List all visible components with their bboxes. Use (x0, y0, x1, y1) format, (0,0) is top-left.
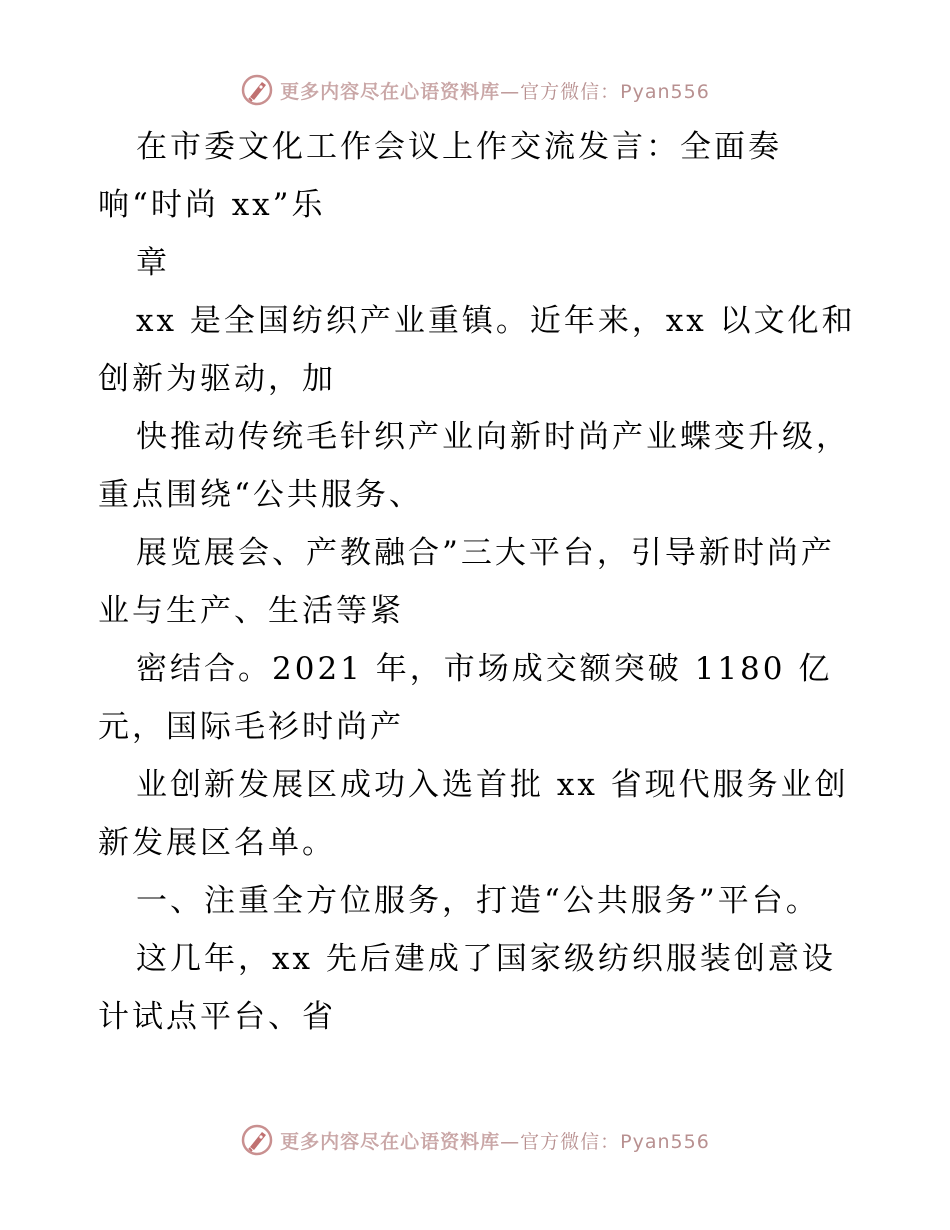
text-line: 这几年，xx 先后建成了国家级纺织服装创意设 (136, 941, 836, 977)
text-line: 创新为驱动，加 (98, 361, 336, 397)
text-line: 响“时尚 xx”乐 (98, 187, 326, 223)
text-line: 计试点平台、省 (98, 999, 336, 1035)
text-line: 快推动传统毛针织产业向新时尚产业蝶变升级， (136, 419, 850, 455)
text-line: 展览展会、产教融合”三大平台，引导新时尚产 (136, 535, 835, 571)
pen-nib-circle-icon (240, 1123, 274, 1157)
document-body (98, 118, 858, 1046)
text-line: 元，国际毛衫时尚产 (98, 709, 404, 745)
text-line: 业与生产、生活等紧 (98, 593, 404, 629)
text-line: 新发展区名单。 (98, 825, 336, 861)
watermark-text: 更多内容尽在心语资料库 (280, 80, 501, 103)
watermark-separator: — (500, 1130, 521, 1153)
pen-nib-circle-icon (240, 73, 274, 107)
watermark-contact: 官方微信：Pyan556 (520, 80, 710, 103)
text-line: xx 是全国纺织产业重镇。近年来，xx 以文化和 (136, 303, 856, 339)
text-line: 密结合。2021 年，市场成交额突破 1180 亿 (136, 651, 833, 687)
text-line: 重点围绕“公共服务、 (98, 477, 423, 513)
watermark-text: 更多内容尽在心语资料库 (280, 1130, 501, 1153)
text-line: 在市委文化工作会议上作交流发言：全面奏 (136, 129, 782, 165)
watermark-contact: 官方微信：Pyan556 (520, 1130, 710, 1153)
text-line: 业创新发展区成功入选首批 xx 省现代服务业创 (136, 767, 849, 803)
watermark-separator: — (500, 80, 521, 103)
footer-watermark-banner (0, 1120, 950, 1160)
header-watermark-banner (0, 70, 950, 110)
text-line: 一、注重全方位服务，打造“公共服务”平台。 (136, 883, 820, 919)
text-line: 章 (136, 245, 170, 281)
